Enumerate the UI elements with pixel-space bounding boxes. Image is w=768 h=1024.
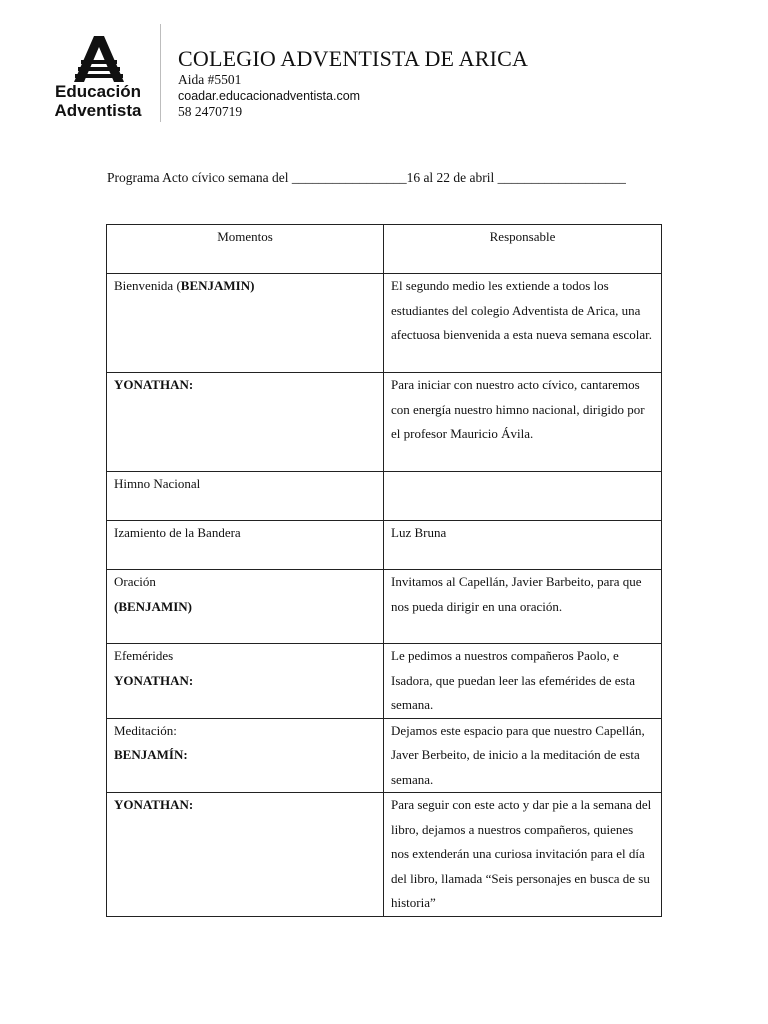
responsible-cell: El segundo medio les extiende a todos los estudiantes del colegio Adventista de Arica, una afectuosa bienvenida a esta nueva semana escolar. [384, 274, 662, 373]
moment-cell [107, 644, 384, 719]
school-header [178, 46, 528, 120]
moment-text: Meditación: [114, 722, 177, 738]
responsible-cell: Luz Bruna [384, 521, 662, 570]
responsible-cell: Dejamos este espacio para que nuestro Capellán, Javer Berbeito, de inicio a la meditación de esta semana. [384, 718, 662, 793]
moment-cell [107, 570, 384, 644]
moment-cell [107, 793, 384, 917]
moment-cell [107, 274, 384, 373]
moment-cell [107, 373, 384, 472]
table-row [107, 472, 662, 521]
table-row [107, 570, 662, 644]
moment-cell [107, 472, 384, 521]
moment-cell [107, 718, 384, 793]
moment-text: Efemérides [114, 648, 174, 663]
table-row [107, 274, 662, 373]
responsible-cell: Para iniciar con nuestro acto cívico, cantaremos con energía nuestro himno nacional, dirigido por el profesor Mauricio Ávila. [384, 373, 662, 472]
logo-line-2: Adventista [54, 101, 142, 120]
logo-line-1: Educación [55, 82, 141, 101]
responsible-cell [384, 472, 662, 521]
responsible-cell: Invitamos al Capellán, Javier Barbeito, para que nos pueda dirigir en una oración. [384, 570, 662, 644]
table-row [107, 373, 662, 472]
moment-speaker: YONATHAN: [114, 377, 194, 392]
table-row [107, 521, 662, 570]
responsible-cell: Le pedimos a nuestros compañeros Paolo, e Isadora, que puedan leer las efemérides de esta semana. [384, 644, 662, 719]
moment-speaker: YONATHAN: [114, 797, 194, 812]
moment-speaker: BENJAMÍN: [114, 747, 188, 762]
adventista-a-logo-icon [74, 36, 124, 82]
moment-text: Bienvenida ( [114, 278, 181, 293]
column-header-momentos: Momentos [107, 225, 384, 274]
moment-speaker: YONATHAN: [114, 672, 194, 688]
school-email: coadar.educacionadventista.com [178, 89, 361, 103]
table-row [107, 718, 662, 793]
table-header-row [107, 225, 662, 274]
moment-text: Oración [114, 574, 156, 589]
educacion-adventista-logo [40, 36, 156, 122]
moment-speaker: (BENJAMIN) [114, 598, 192, 614]
program-line: Programa Acto cívico semana del _________________16 al 22 de abril ___________________ [107, 170, 626, 185]
school-rbd: Aida #5501 [178, 72, 242, 87]
moment-speaker: BENJAMIN) [180, 278, 255, 293]
school-title: COLEGIO ADVENTISTA DE ARICA [178, 46, 529, 71]
header-divider [160, 24, 161, 122]
responsible-cell: Para seguir con este acto y dar pie a la semana del libro, dejamos a nuestros compañeros, quienes nos extenderán una curiosa invitación para el día del libro, llamada “Seis personajes en busca de su historia” [384, 793, 662, 917]
moment-cell [107, 521, 384, 570]
moment-text: Izamiento de la Bandera [114, 525, 241, 540]
moment-text: Himno Nacional [114, 476, 201, 491]
program-table [106, 224, 662, 917]
school-phone: 58 2470719 [178, 104, 243, 119]
table-row [107, 644, 662, 719]
column-header-responsable: Responsable [384, 225, 662, 274]
table-row [107, 793, 662, 917]
